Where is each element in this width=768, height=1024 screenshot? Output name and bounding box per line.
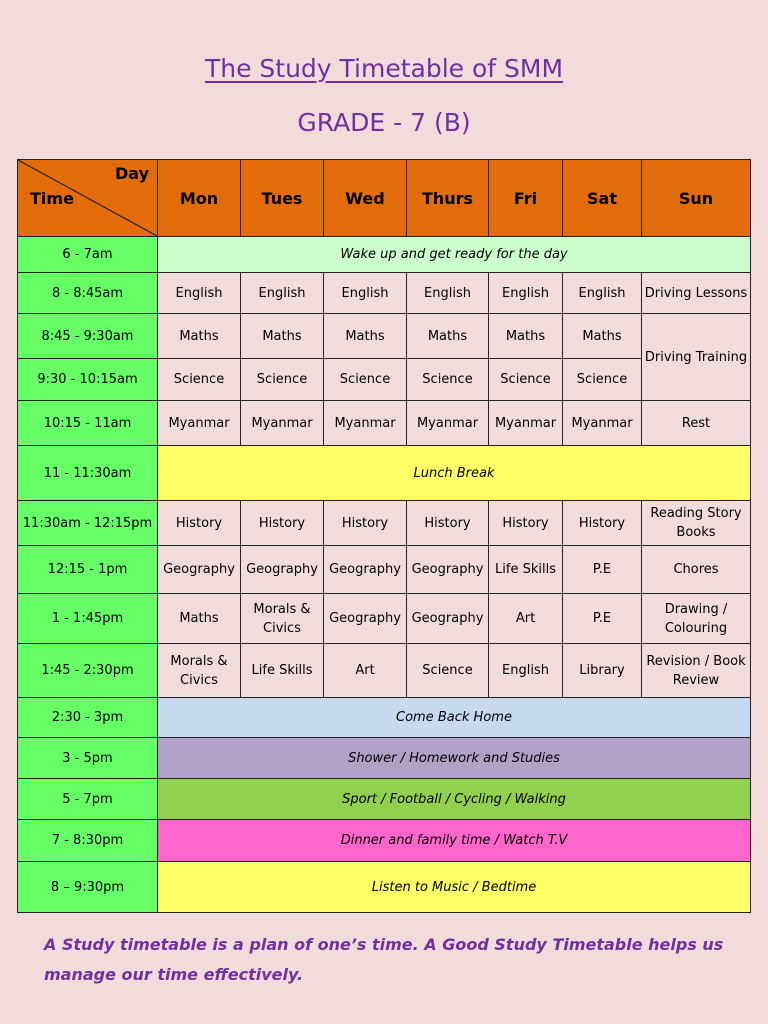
- subject-cell: Myanmar: [489, 401, 563, 446]
- subject-cell: Myanmar: [241, 401, 324, 446]
- subject-cell: Life Skills: [489, 546, 563, 594]
- timetable-row: [18, 738, 751, 779]
- timetable-row: [18, 862, 751, 913]
- activity-span: Shower / Homework and Studies: [158, 738, 751, 779]
- timetable-row: [18, 446, 751, 501]
- subject-cell: Art: [489, 594, 563, 644]
- subject-cell: History: [241, 501, 324, 546]
- subject-cell: History: [158, 501, 241, 546]
- timetable: [17, 159, 751, 913]
- time-slot: 9:30 - 10:15am: [18, 359, 158, 401]
- timetable-row: [18, 273, 751, 314]
- time-slot: 7 - 8:30pm: [18, 820, 158, 862]
- subject-cell: History: [489, 501, 563, 546]
- subject-cell: Maths: [158, 314, 241, 359]
- time-slot: 2:30 - 3pm: [18, 698, 158, 738]
- subject-cell: English: [489, 644, 563, 698]
- footer-note: A Study timetable is a plan of one’s time. A Good Study Timetable helps us manage our time effectively.: [44, 935, 724, 984]
- subject-cell: English: [407, 273, 489, 314]
- time-slot: 11 - 11:30am: [18, 446, 158, 501]
- time-slot: 1 - 1:45pm: [18, 594, 158, 644]
- subject-cell: Geography: [407, 594, 489, 644]
- sunday-cell: Rest: [642, 401, 751, 446]
- time-slot: 11:30am - 12:15pm: [18, 501, 158, 546]
- sunday-cell: Reading Story Books: [642, 501, 751, 546]
- time-slot: 8 – 9:30pm: [18, 862, 158, 913]
- sunday-cell: Chores: [642, 546, 751, 594]
- subject-cell: English: [489, 273, 563, 314]
- sunday-cell: Driving Training: [642, 314, 751, 401]
- subject-cell: Science: [489, 359, 563, 401]
- subject-cell: Maths: [563, 314, 642, 359]
- subject-cell: Life Skills: [241, 644, 324, 698]
- subject-cell: Science: [407, 644, 489, 698]
- subject-cell: Geography: [324, 594, 407, 644]
- header-row: [18, 160, 751, 237]
- time-slot: 10:15 - 11am: [18, 401, 158, 446]
- sunday-cell: Drawing / Colouring: [642, 594, 751, 644]
- subject-cell: English: [563, 273, 642, 314]
- subject-cell: Science: [324, 359, 407, 401]
- day-header: Thurs: [407, 160, 489, 237]
- sunday-cell: Driving Lessons: [642, 273, 751, 314]
- timetable-row: [18, 501, 751, 546]
- subject-cell: Myanmar: [563, 401, 642, 446]
- subject-cell: P.E: [563, 594, 642, 644]
- timetable-row: [18, 779, 751, 820]
- subject-cell: Maths: [158, 594, 241, 644]
- time-slot: 8:45 - 9:30am: [18, 314, 158, 359]
- day-header: Wed: [324, 160, 407, 237]
- subject-cell: Maths: [407, 314, 489, 359]
- timetable-row: [18, 359, 751, 401]
- time-slot: 6 - 7am: [18, 237, 158, 273]
- subject-cell: Science: [241, 359, 324, 401]
- subject-cell: History: [324, 501, 407, 546]
- grade-subtitle: GRADE - 7 (B): [297, 108, 471, 137]
- timetable-row: [18, 401, 751, 446]
- day-header: Tues: [241, 160, 324, 237]
- subject-cell: Myanmar: [407, 401, 489, 446]
- timetable-row: [18, 546, 751, 594]
- corner-cell: [18, 160, 158, 237]
- subject-cell: P.E: [563, 546, 642, 594]
- timetable-row: [18, 594, 751, 644]
- time-slot: 5 - 7pm: [18, 779, 158, 820]
- time-slot: 1:45 - 2:30pm: [18, 644, 158, 698]
- subject-cell: English: [324, 273, 407, 314]
- activity-span: Come Back Home: [158, 698, 751, 738]
- subject-cell: Science: [158, 359, 241, 401]
- activity-span: Wake up and get ready for the day: [158, 237, 751, 273]
- timetable-row: [18, 314, 751, 359]
- timetable-row: [18, 698, 751, 738]
- subject-cell: Science: [407, 359, 489, 401]
- day-header: Sun: [642, 160, 751, 237]
- day-header: Fri: [489, 160, 563, 237]
- time-label: Time: [30, 189, 74, 208]
- subject-cell: Geography: [407, 546, 489, 594]
- subject-cell: History: [407, 501, 489, 546]
- subject-cell: Myanmar: [158, 401, 241, 446]
- day-header: Mon: [158, 160, 241, 237]
- day-header: Sat: [563, 160, 642, 237]
- activity-span: Listen to Music / Bedtime: [158, 862, 751, 913]
- page-title: The Study Timetable of SMM: [204, 54, 564, 83]
- subject-cell: Myanmar: [324, 401, 407, 446]
- subject-cell: Geography: [158, 546, 241, 594]
- subject-cell: English: [158, 273, 241, 314]
- sunday-cell: Revision / Book Review: [642, 644, 751, 698]
- timetable-row: [18, 644, 751, 698]
- time-slot: 8 - 8:45am: [18, 273, 158, 314]
- activity-span: Lunch Break: [158, 446, 751, 501]
- subject-cell: Maths: [489, 314, 563, 359]
- subject-cell: Maths: [324, 314, 407, 359]
- activity-span: Dinner and family time / Watch T.V: [158, 820, 751, 862]
- subject-cell: Geography: [241, 546, 324, 594]
- timetable-row: [18, 237, 751, 273]
- subject-cell: Art: [324, 644, 407, 698]
- subject-cell: Science: [563, 359, 642, 401]
- subject-cell: English: [241, 273, 324, 314]
- subject-cell: History: [563, 501, 642, 546]
- subject-cell: Library: [563, 644, 642, 698]
- time-slot: 3 - 5pm: [18, 738, 158, 779]
- subject-cell: Geography: [324, 546, 407, 594]
- subject-cell: Maths: [241, 314, 324, 359]
- timetable-row: [18, 820, 751, 862]
- day-label: Day: [114, 164, 149, 183]
- subject-cell: Morals & Civics: [158, 644, 241, 698]
- time-slot: 12:15 - 1pm: [18, 546, 158, 594]
- activity-span: Sport / Football / Cycling / Walking: [158, 779, 751, 820]
- subject-cell: Morals & Civics: [241, 594, 324, 644]
